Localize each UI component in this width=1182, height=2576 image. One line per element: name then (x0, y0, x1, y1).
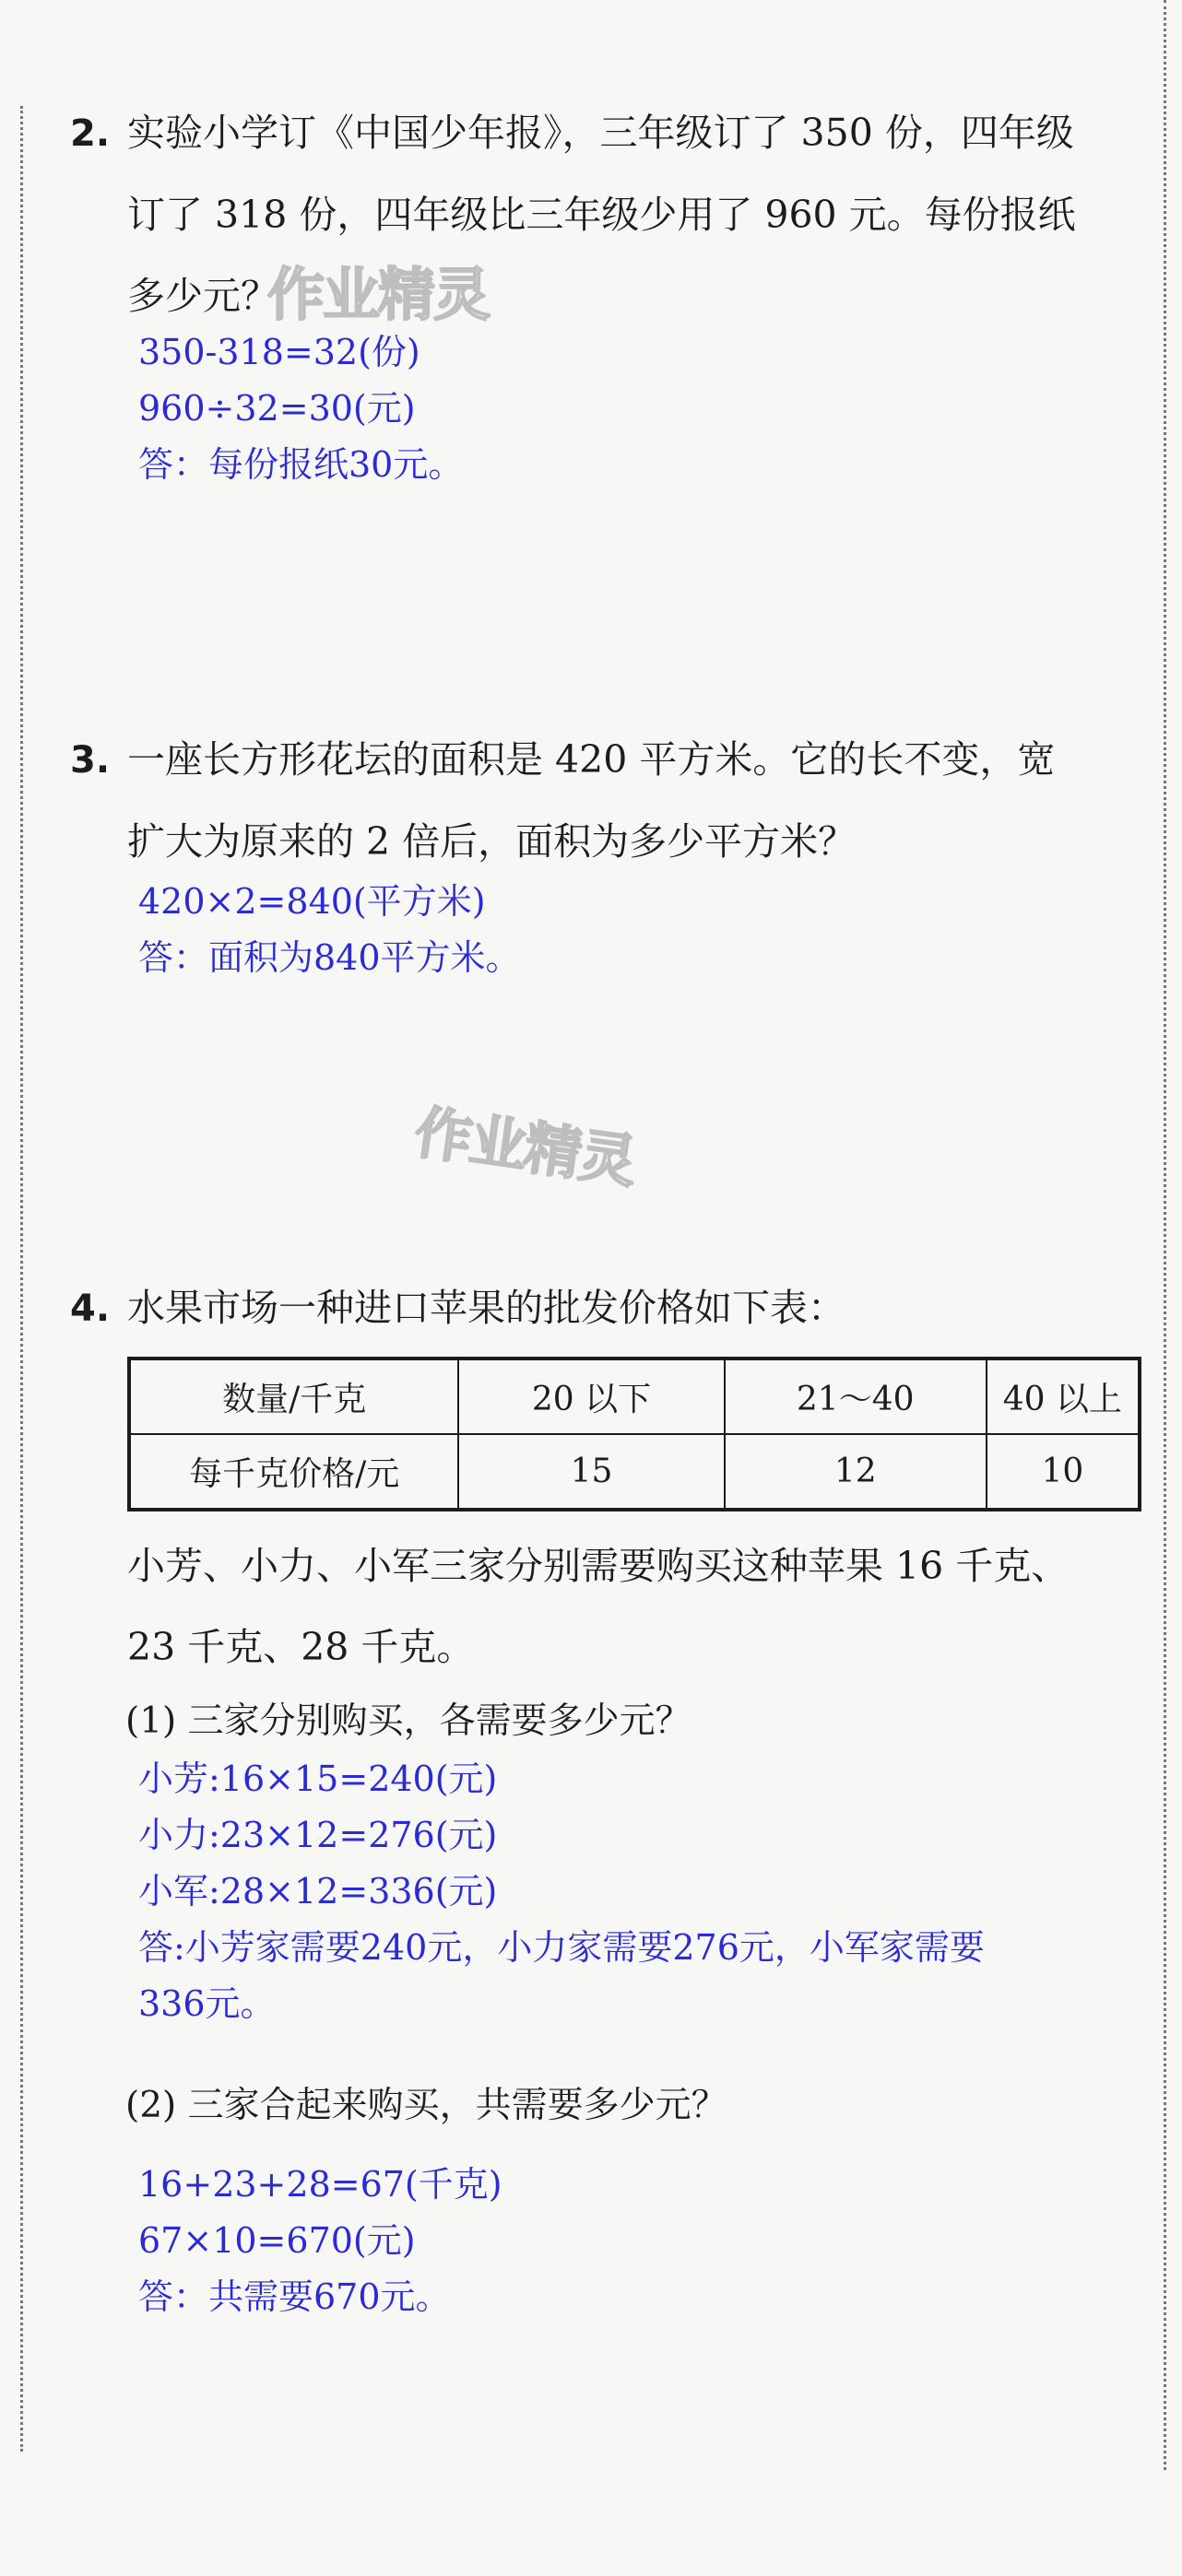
table-cell: 15 (458, 1434, 724, 1510)
answer-line: 420×2=840(平方米) (138, 881, 486, 922)
answer-line: 小芳:16×15=240(元) (138, 1759, 498, 1799)
answer-line: 答：面积为840平方米。 (138, 937, 521, 978)
left-dotted-margin (20, 106, 23, 2452)
sub-question-1: (1) 三家分别购买，各需要多少元？ (125, 1700, 691, 1742)
right-dotted-margin (1164, 0, 1166, 2470)
question-number: 3. (70, 739, 111, 782)
question-3 (70, 719, 1140, 882)
question-number: 4. (70, 1288, 111, 1330)
table-cell: 每千克价格/元 (129, 1434, 458, 1510)
answer-line: 960÷32=30(元) (138, 388, 416, 429)
question-number: 2. (70, 112, 111, 155)
answer-line: 336元。 (138, 1983, 276, 2024)
table-cell: 12 (725, 1434, 987, 1510)
answer-line: 小军:28×12=336(元) (138, 1871, 498, 1911)
watermark: 作业精灵 (267, 261, 490, 328)
table-header-cell: 40 以上 (987, 1359, 1140, 1434)
sub-question-2: (2) 三家合起来购买，共需要多少元？ (125, 2085, 727, 2126)
table-cell: 10 (987, 1434, 1140, 1510)
answer-q4-2 (138, 2157, 502, 2325)
question-line: 水果市场一种进口苹果的批发价格如下表： (127, 1286, 845, 1330)
question-line: 扩大为原来的 2 倍后，面积为多少平方米？ (127, 819, 857, 864)
answer-q4-1 (138, 1751, 985, 2032)
answer-line: 67×10=670(元) (138, 2220, 416, 2261)
answer-line: 16+23+28=67(千克) (138, 2164, 502, 2205)
answer-line: 答:小芳家需要240元，小力家需要276元，小军家需要 (138, 1927, 985, 1968)
table-header-cell: 数量/千克 (129, 1359, 458, 1434)
question-2 (70, 92, 1140, 336)
question-line: 多少元？ (127, 274, 278, 318)
price-table (127, 1357, 1141, 1511)
question-line: 一座长方形花坛的面积是 420 平方米。它的长不变，宽 (127, 737, 1056, 782)
table-row (129, 1359, 1140, 1434)
question-line: 23 千克、28 千克。 (127, 1625, 475, 1669)
table-header-cell: 21～40 (725, 1359, 987, 1434)
answer-q2 (138, 324, 463, 493)
question-4 (70, 1267, 1140, 1349)
question-4-text (127, 1525, 1151, 1688)
answer-line: 350-318=32(份) (138, 332, 420, 372)
answer-line: 答：共需要670元。 (138, 2276, 451, 2317)
table-header-cell: 20 以下 (458, 1359, 724, 1434)
question-line: 订了 318 份，四年级比三年级少用了 960 元。每份报纸 (127, 193, 1076, 237)
answer-line: 小力:23×12=276(元) (138, 1815, 498, 1855)
answer-q3 (138, 874, 521, 986)
question-line: 小芳、小力、小军三家分别需要购买这种苹果 16 千克、 (127, 1544, 1070, 1588)
table-row (129, 1434, 1140, 1510)
watermark: 作业精灵 (410, 1098, 640, 1196)
answer-line: 答：每份报纸30元。 (138, 444, 464, 485)
question-line: 实验小学订《中国少年报》，三年级订了 350 份，四年级 (127, 111, 1074, 155)
